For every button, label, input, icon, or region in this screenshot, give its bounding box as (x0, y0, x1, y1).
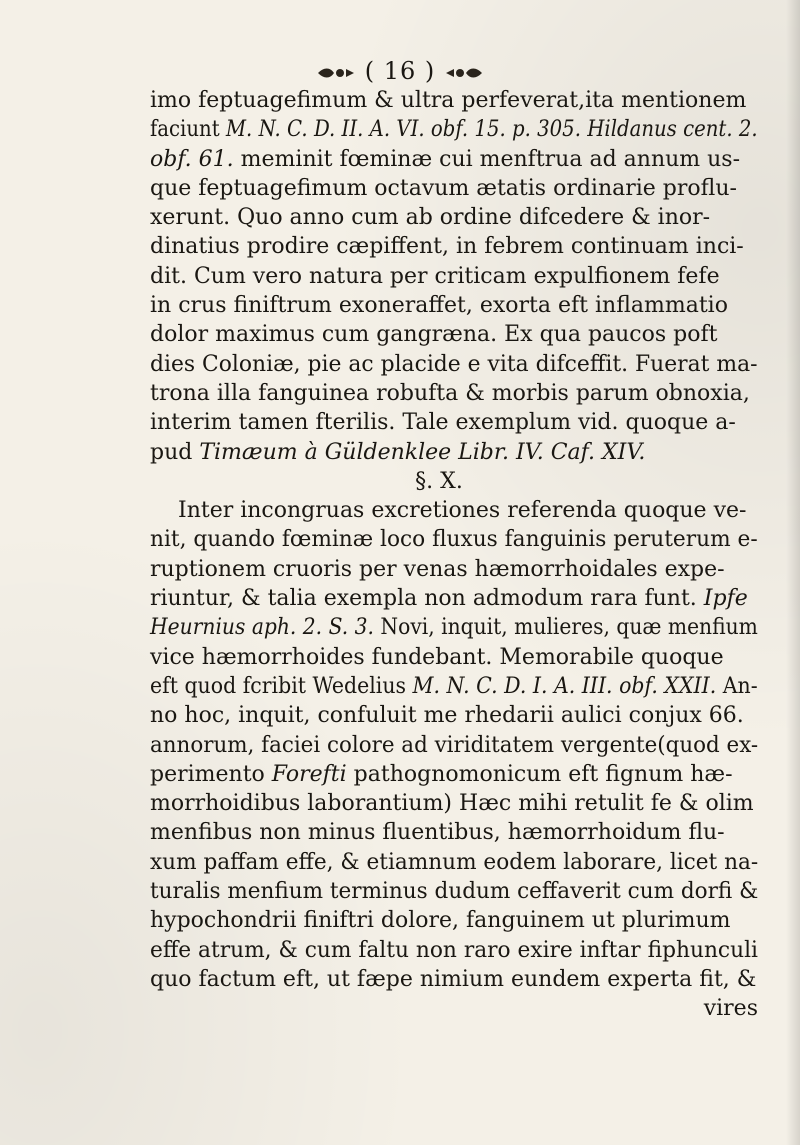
text-line (150, 438, 758, 467)
text-line (150, 789, 758, 818)
text-line (150, 232, 758, 261)
citation-text: Timæum à Güldenklee Libr. IV. Caf. XIV. (199, 439, 646, 465)
line-text: eft quod fcribit Wedelius (150, 673, 413, 699)
citation-text: Hildanus cent. 2. (587, 117, 758, 143)
line-text: quo factum eft, ut fæpe nimium eundem experta fit, & (150, 966, 757, 992)
line-text: pud (150, 439, 200, 465)
text-line (150, 86, 758, 115)
text-line (150, 555, 758, 584)
ornament-left-icon (316, 65, 356, 81)
line-text: turalis menfium terminus dudum ceffaverit cum dorfi & (150, 879, 759, 905)
text-line (150, 262, 758, 291)
paragraph-1 (150, 86, 758, 467)
text-line (150, 760, 758, 789)
text-line (150, 848, 759, 877)
line-text: pathognomonicum eft fignum hæ- (346, 761, 733, 787)
text-line (150, 408, 758, 437)
page-edge-shadow (786, 0, 800, 1145)
line-text: trona illa fanguinea robufta & morbis parum obnoxia, (150, 380, 750, 406)
citation-text: Forefti (271, 761, 347, 787)
text-line (150, 379, 758, 408)
line-text: hypochondrii finiftri dolore, fanguinem ut plurimum (150, 908, 731, 934)
text-line (150, 701, 758, 730)
text-line (150, 145, 758, 174)
line-text: nit, quando fœminæ loco fluxus fanguinis peruterum e- (150, 527, 758, 553)
text-line (150, 174, 758, 203)
line-text: effe atrum, & cum faltu non raro exire inftar fiphunculi (150, 937, 758, 963)
line-text: Novi, inquit, mulieres, quæ menfium (373, 615, 758, 641)
line-text: dit. Cum vero natura per criticam expulfionem fefe (150, 263, 720, 289)
section-heading: §. X. (415, 468, 463, 494)
line-text: no hoc, inquit, confuluit me rhedarii aulici conjux 66. (150, 703, 744, 729)
citation-text: M. N. C. D. I. A. III. obf. XXII. (412, 673, 717, 699)
text-line (150, 643, 758, 672)
body-text (150, 86, 758, 1024)
line-text: morrhoidibus laborantium) Hæc mihi retulit fe & olim (150, 791, 754, 817)
citation-text: Ipfe (703, 586, 748, 612)
line-text: imo feptuagefimum & ultra perfeverat,ita mentionem (150, 88, 747, 113)
text-line (150, 496, 758, 525)
line-text: menfibus non minus fluentibus, hæmorrhoidum flu- (150, 820, 725, 846)
text-line (150, 818, 758, 847)
text-line (150, 877, 759, 906)
line-text: interim tamen fterilis. Tale exemplum vid. quoque a- (150, 410, 736, 436)
text-line (150, 613, 758, 642)
catchword: vires (703, 996, 758, 1022)
line-text: dinatius prodire cæpiffent, in febrem continuam inci- (150, 234, 744, 260)
line-text: dies Coloniæ, pie ac placide e vita difceffit. Fuerat ma- (150, 351, 758, 377)
line-text: ruptionem cruoris per venas hæmorrhoidales expe- (150, 556, 725, 582)
text-line (150, 906, 758, 935)
citation-text: Heurnius aph. 2. S. 3. (150, 615, 374, 641)
ornament-right-icon (444, 65, 484, 81)
line-text: Inter incongruas excretiones referenda quoque ve- (178, 498, 747, 524)
text-line (150, 584, 758, 613)
line-text: xerunt. Quo anno cum ab ordine difcedere & inor- (150, 205, 711, 231)
line-text: faciunt (150, 117, 226, 143)
text-line (150, 672, 758, 701)
line-text: in crus finiftrum exoneraffet, exorta eft inflammatio (150, 293, 728, 319)
text-line (150, 291, 758, 320)
text-line (150, 965, 758, 994)
citation-text: obf. 61. (150, 146, 234, 172)
text-line (150, 115, 758, 144)
line-text: perimento (150, 761, 272, 787)
line-text: riuntur, & talia exempla non admodum rara funt. (150, 586, 704, 612)
citation-text: M. N. C. D. II. A. VI. obf. 15. p. 305. (225, 117, 581, 143)
page-number: ( 16 ) (364, 57, 436, 85)
line-text: dolor maximus cum gangræna. Ex qua paucos poft (150, 322, 718, 348)
line-text: An- (716, 673, 758, 699)
paragraph-2 (150, 496, 758, 994)
page-header (0, 56, 800, 86)
text-line (150, 731, 759, 760)
line-text: que feptuagefimum octavum ætatis ordinarie proflu- (150, 175, 737, 201)
text-line (150, 203, 758, 232)
line-text: xum paffam effe, & etiamnum eodem laborare, licet na- (150, 849, 759, 875)
line-text: annorum, faciei colore ad viriditatem vergente(quod ex- (150, 732, 759, 758)
line-text: vice hæmorrhoides fundebant. Memorabile quoque (150, 644, 724, 670)
text-line (150, 350, 758, 379)
line-text: meminit fœminæ cui menftrua ad annum us- (233, 146, 741, 172)
text-line (150, 525, 758, 554)
text-line (150, 320, 758, 349)
text-line (150, 936, 758, 965)
